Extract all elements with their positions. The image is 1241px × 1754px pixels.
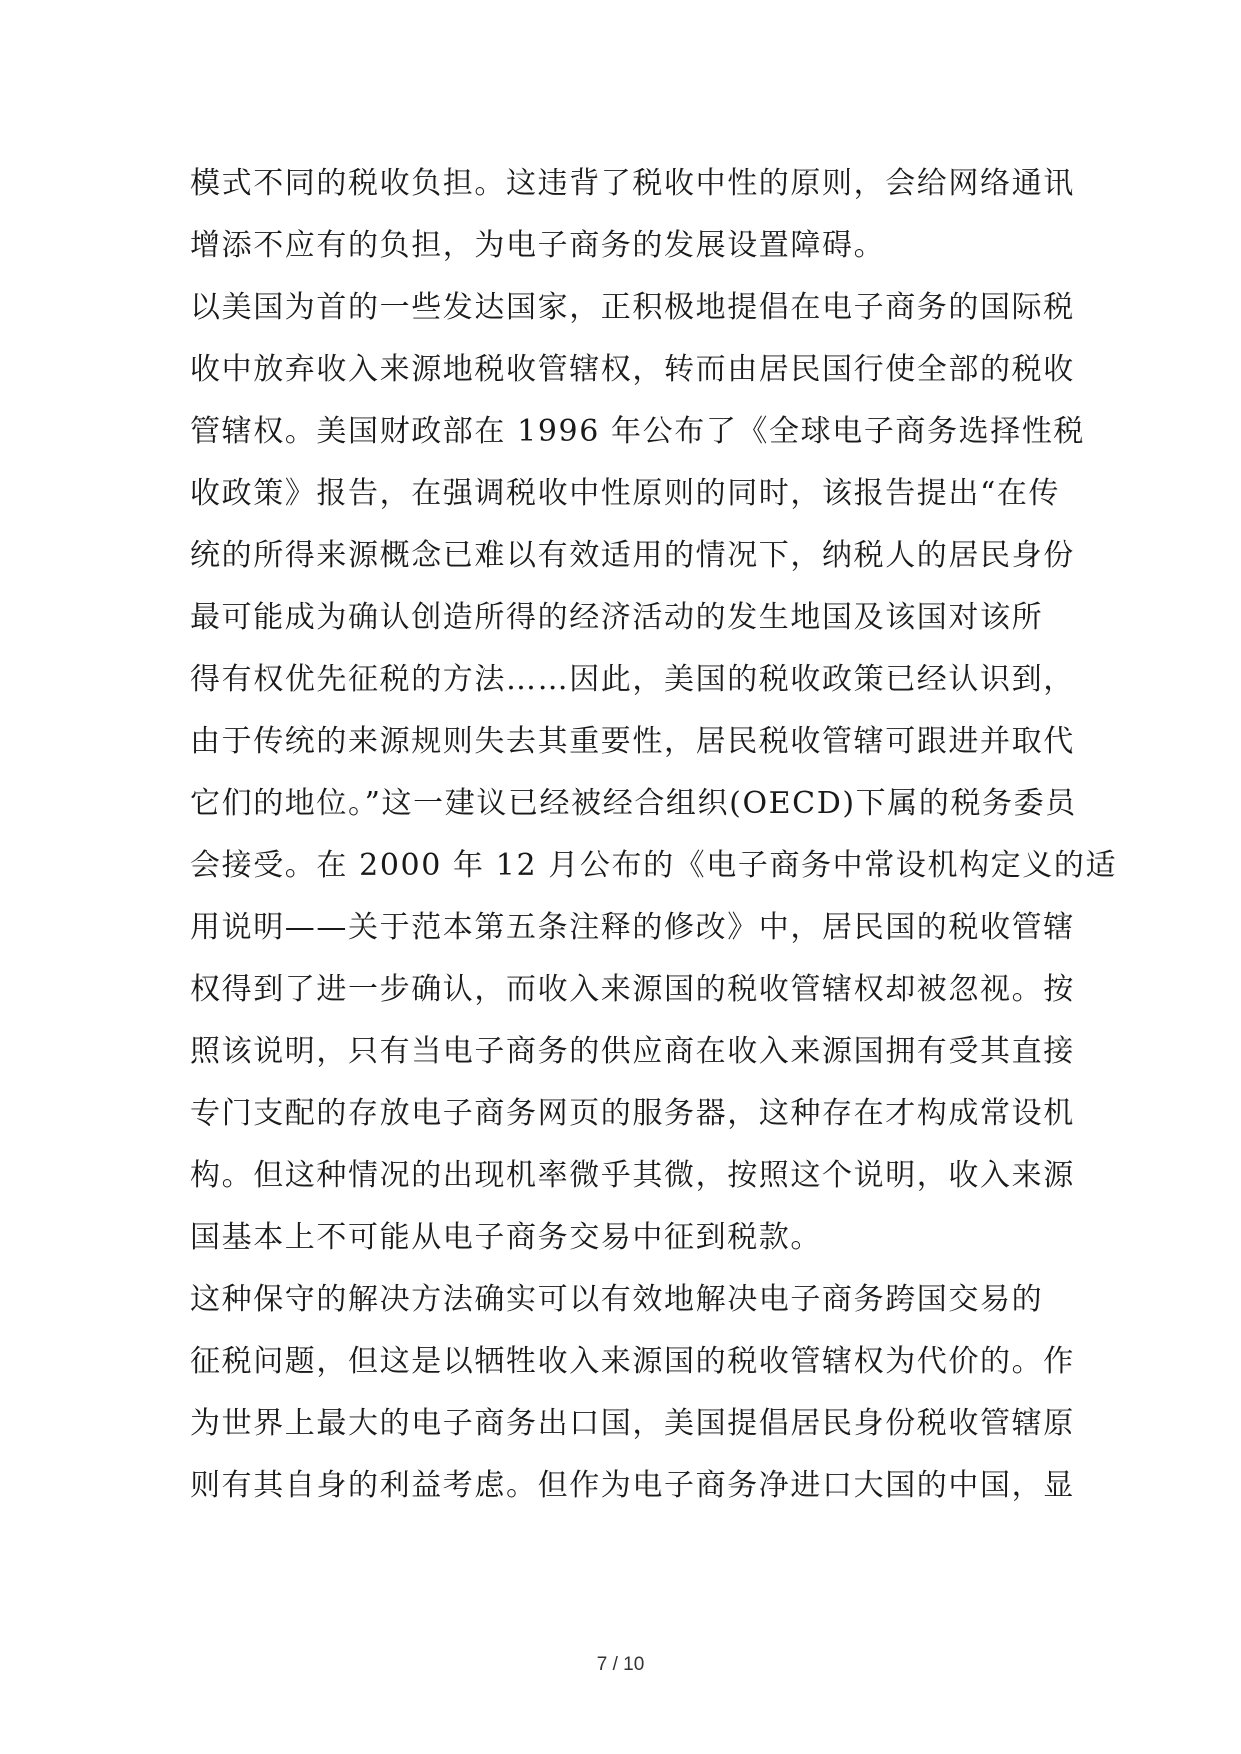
body-text [190, 162, 1118, 1526]
text-line: 征税问题，但这是以牺牲收入来源国的税收管辖权为代价的。作 [190, 1344, 1075, 1379]
text-line: 则有其自身的利益考虑。但作为电子商务净进口大国的中国，显 [190, 1468, 1075, 1503]
text-line: 专门支配的存放电子商务网页的服务器，这种存在才构成常设机 [190, 1096, 1075, 1131]
text-line: 会接受。在 2000 年 12 月公布的《电子商务中常设机构定义的适 [190, 848, 1118, 883]
text-line: 权得到了进一步确认，而收入来源国的税收管辖权却被忽视。按 [190, 972, 1075, 1007]
text-line: 以美国为首的一些发达国家，正积极地提倡在电子商务的国际税 [190, 290, 1075, 325]
paragraph-1 [190, 162, 1075, 286]
text-line: 收中放弃收入来源地税收管辖权，转而由居民国行使全部的税收 [190, 352, 1075, 387]
text-line: 增添不应有的负担，为电子商务的发展设置障碍。 [190, 228, 886, 263]
text-line: 模式不同的税收负担。这违背了税收中性的原则，会给网络通讯 [190, 166, 1075, 201]
text-line: 用说明——关于范本第五条注释的修改》中，居民国的税收管辖 [190, 910, 1075, 945]
text-line: 它们的地位。”这一建议已经被经合组织(OECD)下属的税务委员 [190, 786, 1077, 821]
text-line: 管辖权。美国财政部在 1996 年公布了《全球电子商务选择性税 [190, 414, 1086, 449]
text-line: 照该说明，只有当电子商务的供应商在收入来源国拥有受其直接 [190, 1034, 1075, 1069]
text-line: 为世界上最大的电子商务出口国，美国提倡居民身份税收管辖原 [190, 1406, 1075, 1441]
text-line: 构。但这种情况的出现机率微乎其微，按照这个说明，收入来源 [190, 1158, 1075, 1193]
text-line: 收政策》报告，在强调税收中性原则的同时，该报告提出“在传 [190, 476, 1061, 511]
text-line: 由于传统的来源规则失去其重要性，居民税收管辖可跟进并取代 [190, 724, 1075, 759]
paragraph-2 [190, 286, 1118, 1278]
text-line: 统的所得来源概念已难以有效适用的情况下，纳税人的居民身份 [190, 538, 1075, 573]
text-line: 国基本上不可能从电子商务交易中征到税款。 [190, 1220, 822, 1255]
text-line: 最可能成为确认创造所得的经济活动的发生地国及该国对该所 [190, 600, 1044, 635]
text-line: 得有权优先征税的方法……因此，美国的税收政策已经认识到， [190, 662, 1075, 697]
paragraph-3 [190, 1278, 1075, 1526]
text-line: 这种保守的解决方法确实可以有效地解决电子商务跨国交易的 [190, 1282, 1044, 1317]
page-number: 7 / 10 [596, 1654, 645, 1675]
